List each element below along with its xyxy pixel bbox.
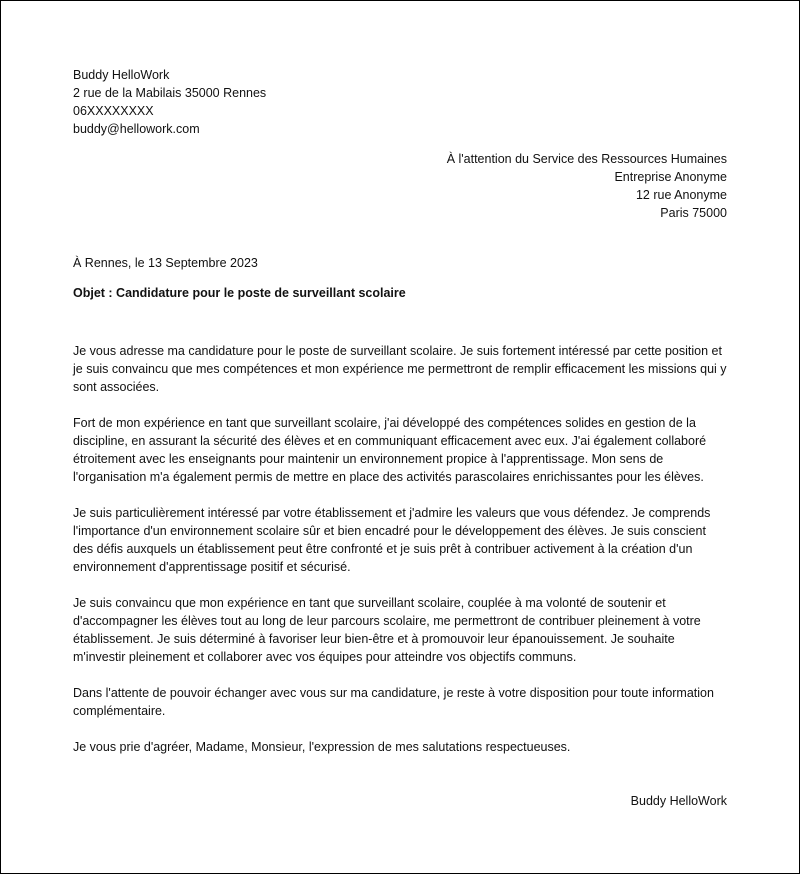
body-paragraph: Fort de mon expérience en tant que surveillant scolaire, j'ai développé des compétences solides en gestion de la discipline, en assurant la sécurité des élèves et en communiquant efficacement avec eux. J'ai également collaboré étroitement avec les enseignants pour maintenir un environnement propice à l'apprentissage. Mon sens de l'organisation m'a également permis de mettre en place des activités parascolaires enrichissantes pour les élèves. [73,416,707,484]
body-paragraph: Je suis particulièrement intéressé par votre établissement et j'admire les valeurs que vous défendez. Je comprends l'importance d'un environnement scolaire sûr et bien encadré pour le développement des élèves. Je suis conscient des défis auxquels un établissement peut être confronté et je suis prêt à contribuer activement à la création d'un environnement d'apprentissage positif et sécurisé. [73,506,711,574]
recipient-city: Paris 75000 [660,206,727,220]
subject-line: Objet : Candidature pour le poste de surveillant scolaire [73,286,406,300]
recipient-attention: À l'attention du Service des Ressources Humaines [446,152,727,166]
date-line: À Rennes, le 13 Septembre 2023 [73,256,258,270]
sender-email: buddy@hellowork.com [73,122,200,136]
signature: Buddy HelloWork [630,794,727,808]
sender-block [73,66,266,138]
sender-address: 2 rue de la Mabilais 35000 Rennes [73,86,267,100]
sender-name: Buddy HelloWork [73,68,170,82]
body-paragraph: Dans l'attente de pouvoir échanger avec vous sur ma candidature, je reste à votre disposition pour toute information complémentaire. [73,686,714,718]
recipient-company: Entreprise Anonyme [614,170,727,184]
sender-phone: 06XXXXXXXX [73,104,154,118]
recipient-block [447,150,727,222]
body-paragraph: Je suis convaincu que mon expérience en tant que surveillant scolaire, couplée à ma volonté de soutenir et d'accompagner les élèves tout au long de leur parcours scolaire, me permettront de contribuer pleinement à votre établissement. Je suis déterminé à favoriser leur bien-être et à promouvoir leur épanouissement. Je souhaite m'investir pleinement et collaborer avec vos équipes pour atteindre vos objectifs communs. [73,596,701,664]
body-paragraph: Je vous adresse ma candidature pour le poste de surveillant scolaire. Je suis fortement intéressé par cette position et je suis convaincu que mes compétences et mon expérience me permettront de remplir efficacement les missions qui y sont associées. [73,344,727,394]
closing-paragraph: Je vous prie d'agréer, Madame, Monsieur, l'expression de mes salutations respectueuses. [73,740,571,754]
letter-body [73,342,729,774]
recipient-street: 12 rue Anonyme [635,188,727,202]
